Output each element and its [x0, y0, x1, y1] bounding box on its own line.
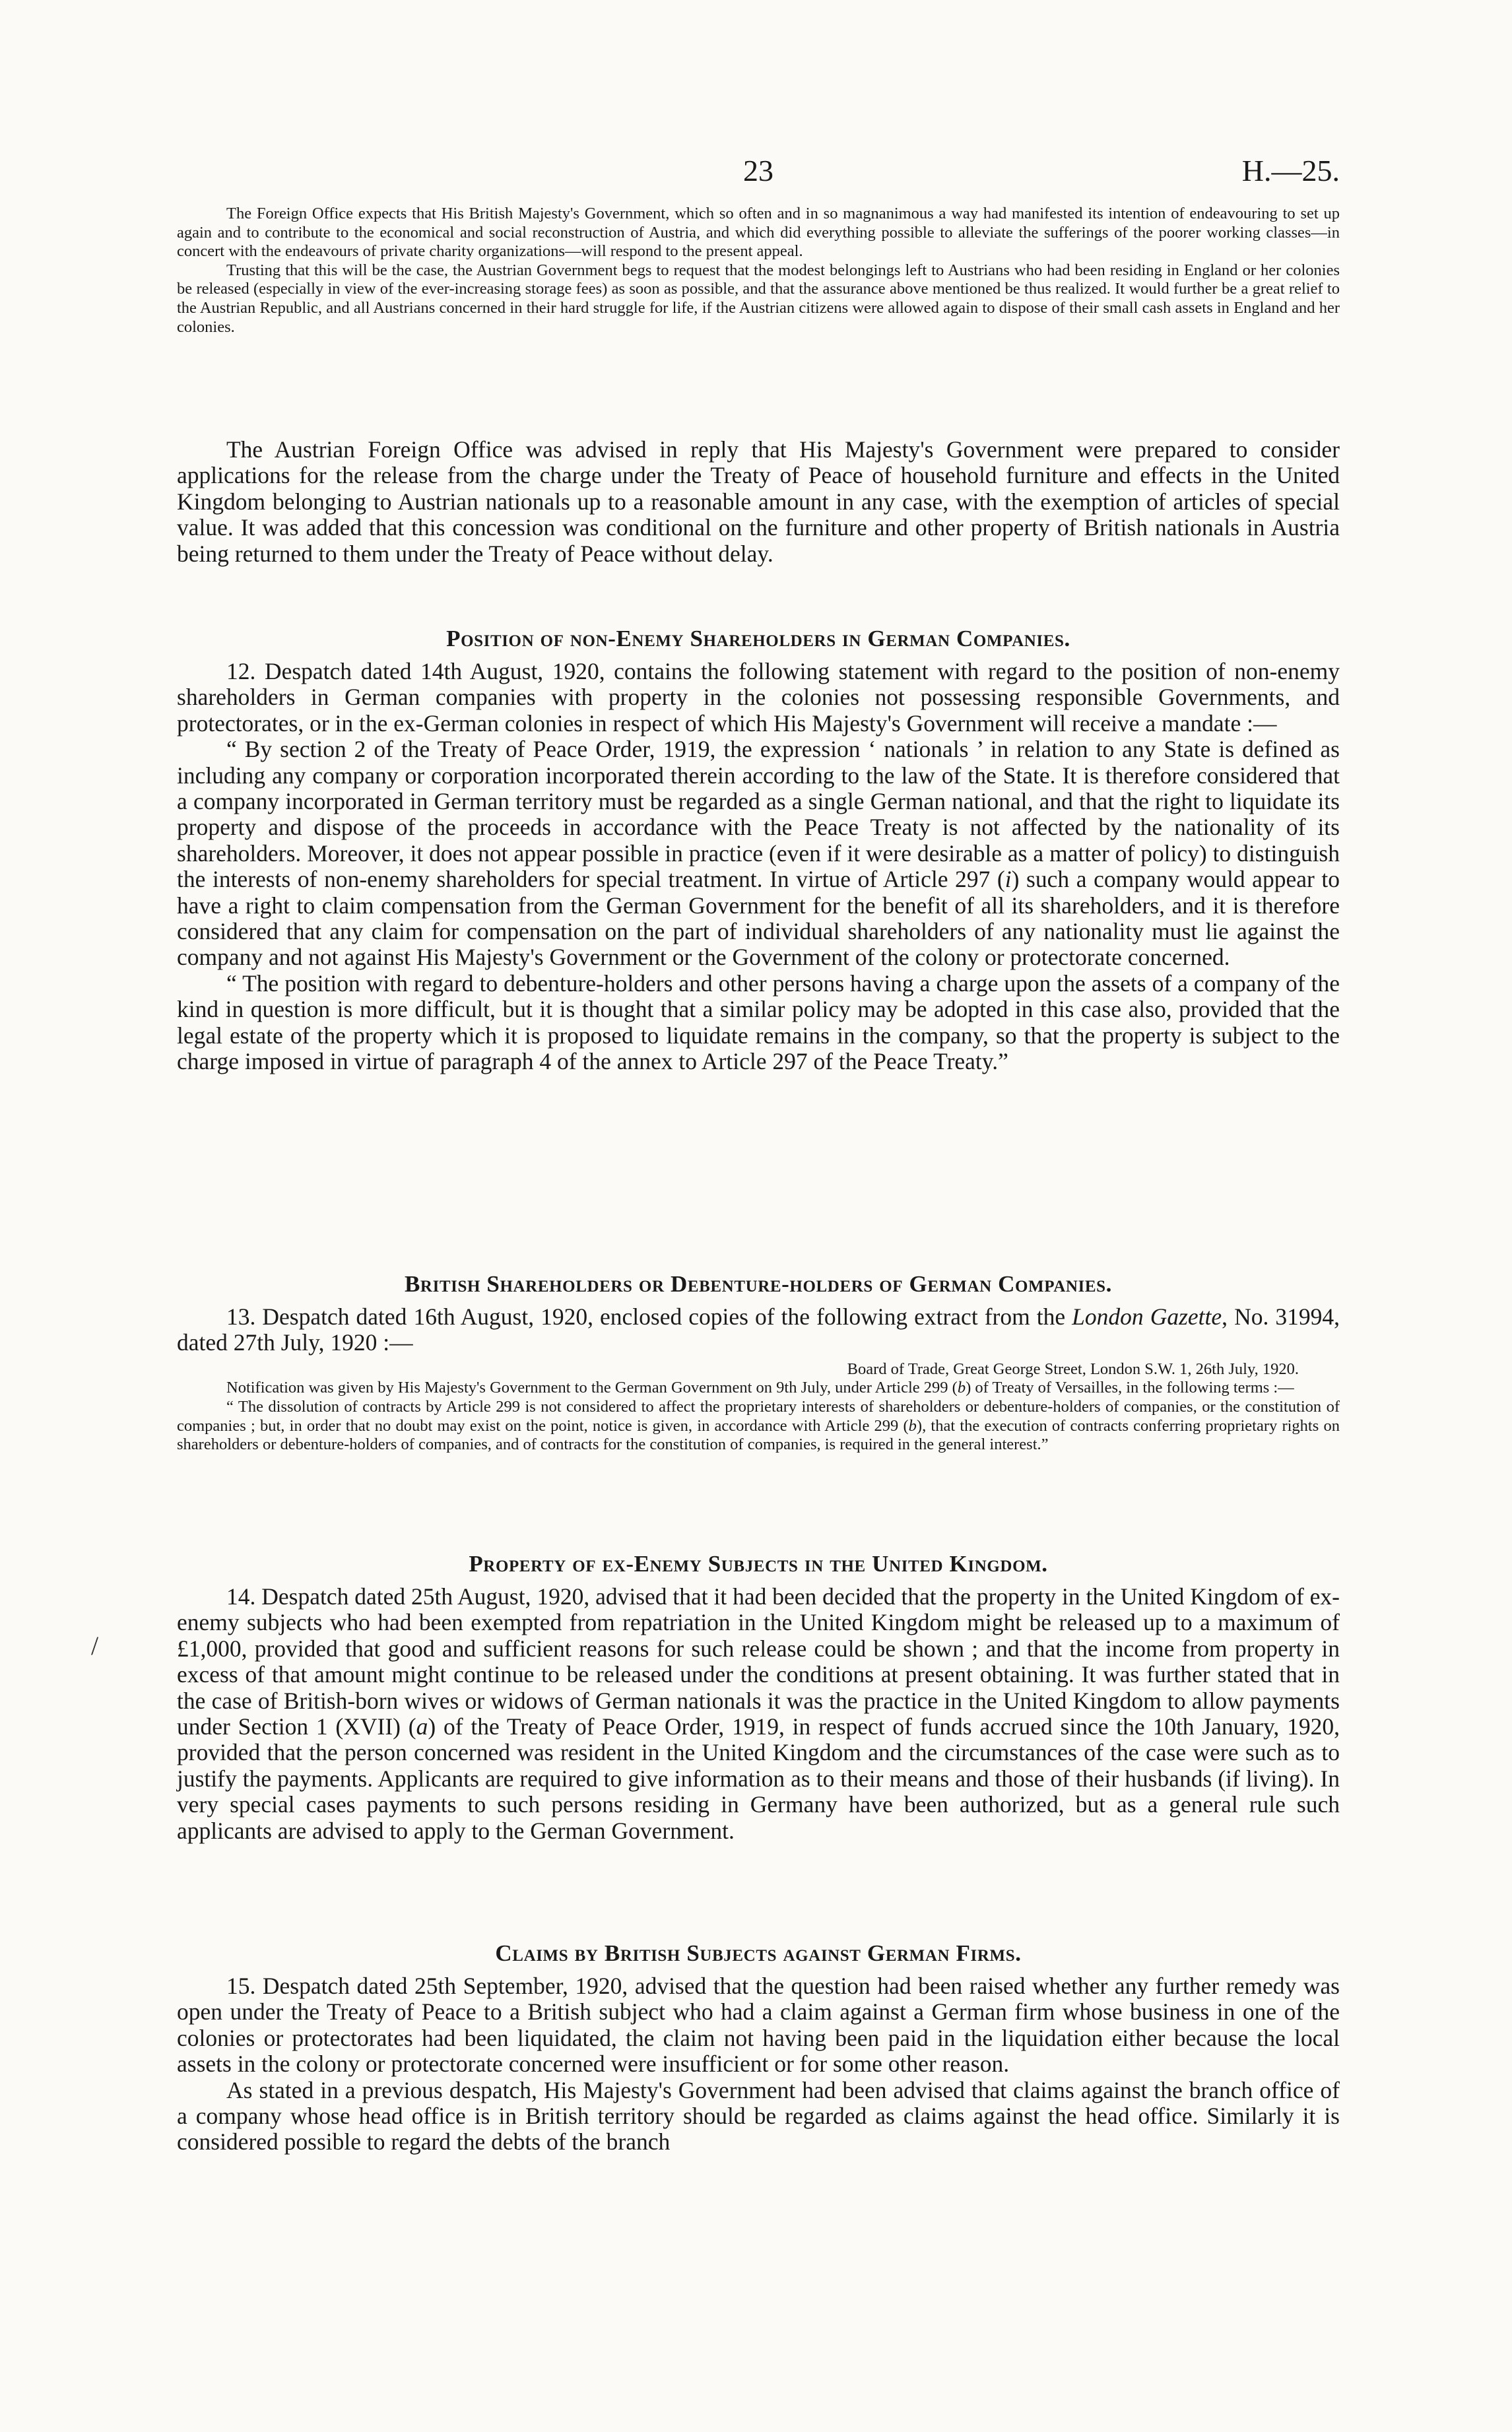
gazette-quote: “ The dissolution of contracts by Article 299 is not considered to affect the proprietary interests of shareholders or debenture-holders of companies, or the constitution of companies ; but, in order that no doubt may exist on the point, notice is given, in accordance with Article 299 (b), that the execution of contracts conferring proprietary rights on shareholders or debenture-holders of companies, and of contracts for the constitution of companies, is required in the general interest.”: [177, 1398, 1340, 1454]
section-12: [177, 626, 1340, 1075]
austrian-note-para-1: The Foreign Office expects that His British Majesty's Government, which so often and in so magnanimous a way had manifested its intention of endeavouring to set up again and to contribute to the economical and social reconstruction of Austria, and which did everything possible to alleviate the sufferings of the poorer working classes—in concert with the endeavours of private charity organizations—will respond to the present appeal.: [177, 205, 1340, 261]
section-12-quote-2: “ The position with regard to debenture-holders and other persons having a charge upon the assets of a company of the kind in question is more difficult, but it is thought that a similar policy may be adopted in this case also, provided that the legal estate of the property which it is proposed to liquidate remains in the company, so that the property is subject to the charge imposed in virtue of paragraph 4 of the annex to Article 297 of the Peace Treaty.”: [177, 970, 1340, 1075]
section-12-heading: Position of non-Enemy Shareholders in German Companies.: [446, 626, 1070, 651]
page-number: 23: [743, 154, 773, 187]
section-15: [177, 1940, 1340, 2155]
section-15-para-2: As stated in a previous despatch, His Majesty's Government had been advised that claims against the branch office of a company whose head office is in British territory should be regarded as claims against the head office. Similarly it is considered possible to regard the debts of the branch: [177, 2076, 1340, 2155]
section-13: [177, 1271, 1340, 1455]
section-15-heading: Claims by British Subjects against German Firms.: [495, 1940, 1022, 1966]
reply-paragraph: The Austrian Foreign Office was advised in reply that His Majesty's Government were prepared to consider applications for the release from the charge under the Treaty of Peace of household furniture and effects in the United Kingdom belonging to Austrian nationals up to a reasonable amount in any case, with the exemption of articles of special value. It was added that this concession was conditional on the furniture and other property of British nationals in Austria being returned to them under the Treaty of Peace without delay.: [177, 436, 1340, 567]
austrian-note-para-2: Trusting that this will be the case, the Austrian Government begs to request that the modest belongings left to Austrians who had been residing in England or her colonies be released (especially in view of the ever-increasing storage fees) as soon as possible, and that the assurance above mentioned be thus realized. It would further be a great relief to the Austrian Republic, and all Austrians concerned in their hard struggle for life, if the Austrian citizens were allowed again to dispose of their small cash assets in England and her colonies.: [177, 261, 1340, 336]
gazette-notification: Notification was given by His Majesty's Government to the German Government on 9th July, under Article 299 (b) of Treaty of Versailles, in the following terms :—: [226, 1379, 1294, 1397]
section-14-text: 14. Despatch dated 25th August, 1920, advised that it had been decided that the property in the United Kingdom of ex-enemy subjects who had been exempted from repatriation in the United Kingdom might be released up to a maximum of £1,000, provided that good and sufficient reasons for such release could be shown ; and that the income from property in excess of that amount might continue to be released under the conditions at present obtaining. It was further stated that in the case of British-born wives or widows of German nationals it was the practice in the United Kingdom to allow payments under Section 1 (XVII) (a) of the Treaty of Peace Order, 1919, in respect of funds accrued since the 10th January, 1920, provided that the person concerned was resident in the United Kingdom and the circumstances of the case were such as to justify the payments. Applicants are required to give information as to their means and those of their husbands (if living). In very special cases payments to such persons residing in Germany have been authorized, but as a general rule such applicants are advised to apply to the German Government.: [177, 1583, 1340, 1844]
section-13-intro: 13. Despatch dated 16th August, 1920, enclosed copies of the following extract from the London Gazette, No. 31994, dated 27th July, 1920 :—: [177, 1303, 1340, 1356]
page-header: [177, 153, 1340, 193]
austrian-note-block: [177, 205, 1340, 337]
gazette-dateline: Board of Trade, Great George Street, London S.W. 1, 26th July, 1920.: [847, 1360, 1299, 1378]
section-12-quote-1: “ By section 2 of the Treaty of Peace Order, 1919, the expression ‘ nationals ’ in relation to any State is defined as including any company or corporation incorporated therein according to the law of the State. It is therefore considered that a company incorporated in German territory must be regarded as a single German national, and that the right to liquidate its property and dispose of the proceeds in accordance with the Peace Treaty is not affected by the nationality of its shareholders. Moreover, it does not appear possible in practice (even if it were desirable as a matter of policy) to distinguish the interests of non-enemy shareholders for special treatment. In virtue of Article 297 (i) such a company would appear to have a right to claim compensation from the German Government for the benefit of all its shareholders, and it is therefore considered that any claim for compensation on the part of individual shareholders of any nationality must lie against the company and not against His Majesty's Government or the Government of the colony or protectorate concerned.: [177, 736, 1340, 971]
reply-block: [177, 437, 1340, 567]
section-14-heading: Property of ex-Enemy Subjects in the United Kingdom.: [469, 1551, 1048, 1577]
document-reference: H.—25.: [1241, 154, 1340, 187]
section-13-heading: British Shareholders or Debenture-holders of German Companies.: [404, 1271, 1113, 1297]
margin-pencil-mark: /: [91, 1631, 99, 1660]
section-15-para-1: 15. Despatch dated 25th September, 1920, advised that the question had been raised whether any further remedy was open under the Treaty of Peace to a British subject who had a claim against a German firm whose business in one of the colonies or protectorates had been liquidated, the claim not having been paid in the liquidation either because the local assets in the colony or protectorate concerned were insufficient or for some other reason.: [177, 1973, 1340, 2078]
section-14: [177, 1551, 1340, 1844]
section-12-intro: 12. Despatch dated 14th August, 1920, contains the following statement with regard to the position of non-enemy shareholders in German companies with property in the colonies not possessing responsible Governments, and protectorates, or in the ex-German colonies in respect of which His Majesty's Government will receive a mandate :—: [177, 658, 1340, 737]
